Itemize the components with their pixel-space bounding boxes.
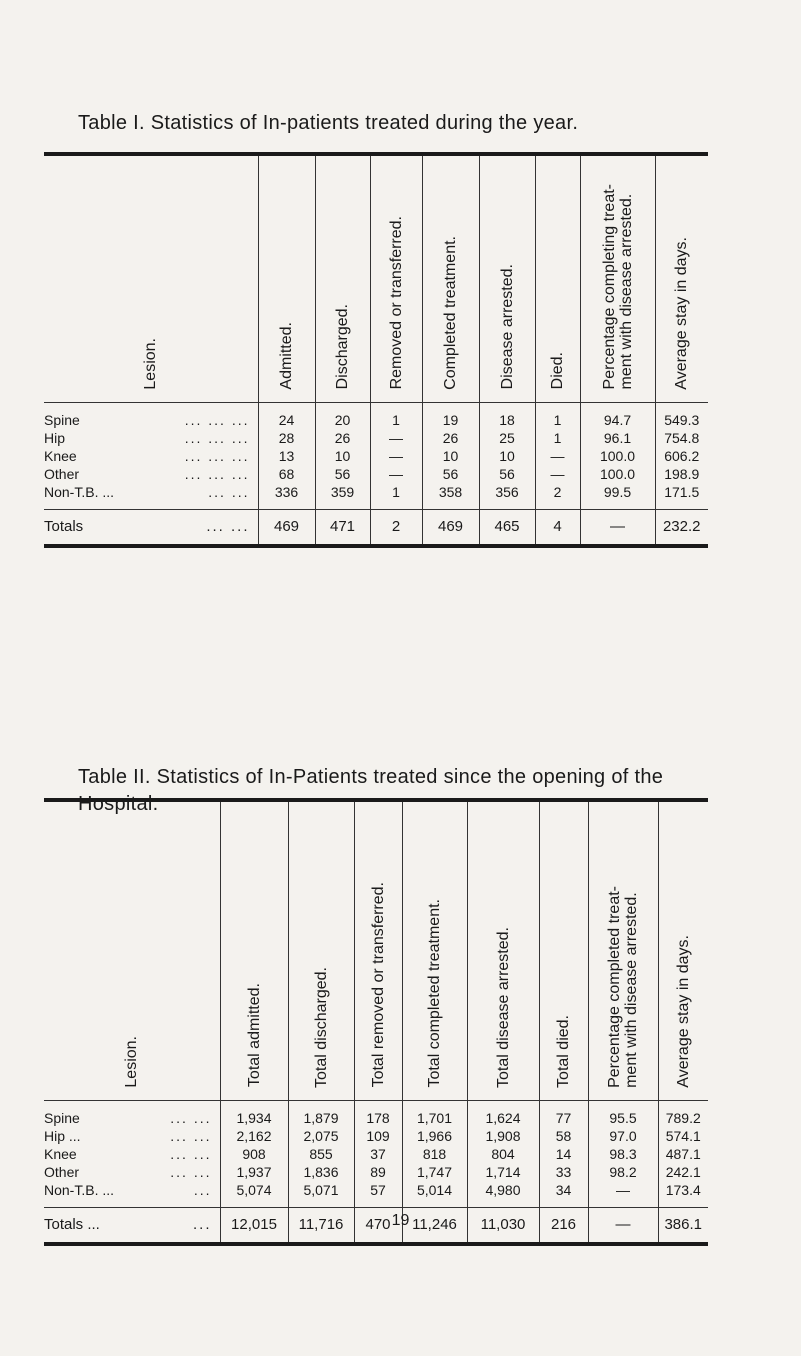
table-cell: 487.1	[658, 1145, 708, 1163]
table-cell: 1	[370, 483, 422, 510]
leader-dots: ... ...	[206, 517, 250, 535]
table-cell: 356	[479, 483, 535, 510]
table-row	[44, 1127, 708, 1145]
table-cell: 1,879	[288, 1100, 354, 1127]
table-cell: 28	[258, 429, 315, 447]
totals-label: Totals	[44, 517, 84, 535]
totals-cell: 12,015	[220, 1207, 288, 1244]
lesion-name: Other	[44, 465, 80, 482]
leader-dots: ... ... ...	[184, 447, 250, 464]
lesion-name: Non-T.B. ...	[44, 483, 115, 500]
table-cell: 10	[315, 447, 370, 465]
table1-column-header	[655, 154, 708, 402]
lesion-name: Non-T.B. ...	[44, 1181, 115, 1198]
table-cell: 19	[422, 402, 479, 429]
page-number: 19	[391, 1212, 410, 1229]
table-cell: 606.2	[655, 447, 708, 465]
table-cell: 1	[535, 402, 580, 429]
totals-cell: 232.2	[655, 509, 708, 546]
table-cell: 56	[315, 465, 370, 483]
table-cell: 57	[354, 1181, 402, 1208]
totals-cell: 471	[315, 509, 370, 546]
lesion-name: Knee	[44, 447, 77, 464]
table-cell: 173.4	[658, 1181, 708, 1208]
lesion-name: Spine	[44, 1109, 80, 1126]
table-cell: 20	[315, 402, 370, 429]
table-cell: —	[588, 1181, 658, 1208]
table-cell: 26	[422, 429, 479, 447]
table-cell: 97.0	[588, 1127, 658, 1145]
table-cell: 25	[479, 429, 535, 447]
table-cell: 1,908	[467, 1127, 539, 1145]
leader-dots: ... ... ...	[184, 429, 250, 446]
table-row	[44, 429, 708, 447]
table-row	[44, 465, 708, 483]
table-cell: 178	[354, 1100, 402, 1127]
table-cell: 26	[315, 429, 370, 447]
lesion-cell	[44, 1181, 220, 1208]
table-2-in-patients-since-opening	[44, 798, 708, 1246]
table-row	[44, 483, 708, 510]
totals-row	[44, 509, 708, 546]
table-2-header-row	[44, 800, 708, 1100]
table1-column-header-label: Died.	[549, 352, 566, 390]
table-cell: 818	[402, 1145, 467, 1163]
table2-column-header	[402, 800, 467, 1100]
table-cell: 1	[370, 402, 422, 429]
lesion-cell	[44, 1127, 220, 1145]
table-cell: 96.1	[580, 429, 655, 447]
table1-column-header-label: Discharged.	[334, 304, 351, 390]
table-1-title: Table I. Statistics of In-patients treated during the year.	[78, 112, 579, 134]
table1-column-header-label: Percentage completing treat- ment with disease arrested.	[600, 184, 635, 390]
table1-column-header-label: Removed or transferred.	[387, 216, 405, 390]
table-cell: 1,934	[220, 1100, 288, 1127]
totals-cell: 11,030	[467, 1207, 539, 1244]
table1-column-header	[258, 154, 315, 402]
table-2-title: Table II. Statistics of In-Patients treated since the opening of the Hospital.	[78, 766, 664, 815]
table2-column-header-label: Total died.	[555, 1014, 572, 1088]
table-cell: 358	[422, 483, 479, 510]
table-cell: 100.0	[580, 447, 655, 465]
totals-cell: 2	[370, 509, 422, 546]
table1-column-header-label: Completed treatment.	[442, 235, 459, 390]
table2-column-header	[539, 800, 588, 1100]
table-cell: 855	[288, 1145, 354, 1163]
table-cell: 56	[422, 465, 479, 483]
table2-column-header-label: Total removed or transferred.	[369, 882, 387, 1088]
lesion-name: Hip ...	[44, 1127, 81, 1144]
table-cell: 4,980	[467, 1181, 539, 1208]
table-cell: 24	[258, 402, 315, 429]
table-cell: 359	[315, 483, 370, 510]
table-cell: 549.3	[655, 402, 708, 429]
table2-column-header	[220, 800, 288, 1100]
table2-column-header-label: Lesion.	[123, 1035, 141, 1088]
table-row	[44, 1181, 708, 1208]
table2-column-header	[467, 800, 539, 1100]
totals-cell: 465	[479, 509, 535, 546]
lesion-cell	[44, 465, 258, 483]
table-cell: 1,714	[467, 1163, 539, 1181]
table-cell: 1,701	[402, 1100, 467, 1127]
table1-column-header	[422, 154, 479, 402]
table-cell: 198.9	[655, 465, 708, 483]
totals-cell: —	[588, 1207, 658, 1244]
table-1-header-row	[44, 154, 708, 402]
table-cell: 94.7	[580, 402, 655, 429]
table-cell: 171.5	[655, 483, 708, 510]
table-cell: 13	[258, 447, 315, 465]
totals-cell: —	[580, 509, 655, 546]
table-cell: 58	[539, 1127, 588, 1145]
table-1-in-patients-year	[44, 152, 708, 548]
leader-dots: ... ...	[170, 1109, 212, 1126]
table-cell: 10	[422, 447, 479, 465]
table-cell: 1,836	[288, 1163, 354, 1181]
leader-dots: ... ...	[170, 1145, 212, 1162]
totals-cell: 11,716	[288, 1207, 354, 1244]
table-cell: 908	[220, 1145, 288, 1163]
table-cell: 10	[479, 447, 535, 465]
table-cell: 98.3	[588, 1145, 658, 1163]
lesion-name: Spine	[44, 411, 80, 428]
table2-column-header	[288, 800, 354, 1100]
table-cell: 336	[258, 483, 315, 510]
table2-column-header-label: Total discharged.	[312, 966, 330, 1088]
table-cell: 5,071	[288, 1181, 354, 1208]
table-cell: 14	[539, 1145, 588, 1163]
table-cell: —	[370, 465, 422, 483]
table-row	[44, 1100, 708, 1127]
table-cell: 1,624	[467, 1100, 539, 1127]
table-cell: 5,014	[402, 1181, 467, 1208]
table-cell: 37	[354, 1145, 402, 1163]
table-cell: 89	[354, 1163, 402, 1181]
table-cell: 68	[258, 465, 315, 483]
table2-column-header	[44, 800, 220, 1100]
lesion-cell	[44, 447, 258, 465]
lesion-cell	[44, 402, 258, 429]
table2-column-header	[658, 800, 708, 1100]
totals-label: Totals ...	[44, 1215, 100, 1233]
table2-column-header-label: Total admitted.	[245, 983, 263, 1088]
table-cell: 56	[479, 465, 535, 483]
leader-dots: ... ... ...	[184, 411, 250, 428]
table-cell: —	[535, 465, 580, 483]
table-cell: 1,747	[402, 1163, 467, 1181]
table-row	[44, 447, 708, 465]
table1-column-header-label: Average stay in days.	[673, 236, 691, 390]
table-row	[44, 1163, 708, 1181]
lesion-cell	[44, 1100, 220, 1127]
table-cell: 2	[535, 483, 580, 510]
leader-dots: ... ...	[170, 1163, 212, 1180]
lesion-cell	[44, 1145, 220, 1163]
table-cell: 109	[354, 1127, 402, 1145]
table-cell: 1,937	[220, 1163, 288, 1181]
table1-column-header-label: Lesion.	[142, 337, 160, 390]
lesion-name: Hip	[44, 429, 66, 446]
table1-column-header	[580, 154, 655, 402]
table1-column-header	[535, 154, 580, 402]
table-cell: 98.2	[588, 1163, 658, 1181]
totals-cell: 469	[422, 509, 479, 546]
lesion-cell	[44, 429, 258, 447]
table-cell: 2,162	[220, 1127, 288, 1145]
leader-dots: ...	[192, 1215, 212, 1233]
totals-cell: 11,246	[402, 1207, 467, 1244]
leader-dots: ... ... ...	[184, 465, 250, 482]
totals-cell: 4	[535, 509, 580, 546]
table-cell: 33	[539, 1163, 588, 1181]
table-cell: 100.0	[580, 465, 655, 483]
table-cell: 34	[539, 1181, 588, 1208]
table-cell: 99.5	[580, 483, 655, 510]
table-row	[44, 1145, 708, 1163]
table1-column-header	[315, 154, 370, 402]
table-row	[44, 402, 708, 429]
lesion-name: Other	[44, 1163, 80, 1180]
lesion-cell	[44, 483, 258, 510]
table-cell: —	[370, 429, 422, 447]
table-cell: —	[535, 447, 580, 465]
table-cell: 77	[539, 1100, 588, 1127]
table1-column-header-label: Disease arrested.	[498, 264, 516, 390]
table1-column-header	[44, 154, 258, 402]
table-cell: 754.8	[655, 429, 708, 447]
table1-column-header	[479, 154, 535, 402]
table2-column-header-label: Average stay in days.	[674, 934, 692, 1088]
table2-column-header-label: Percentage completed treat- ment with disease arrested.	[606, 885, 640, 1088]
table-cell: 1,966	[402, 1127, 467, 1145]
table-cell: 574.1	[658, 1127, 708, 1145]
table2-column-header-label: Total completed treatment.	[426, 898, 443, 1088]
totals-cell: 469	[258, 509, 315, 546]
table-cell: 789.2	[658, 1100, 708, 1127]
totals-cell: 386.1	[658, 1207, 708, 1244]
leader-dots: ...	[193, 1181, 212, 1198]
table-cell: 18	[479, 402, 535, 429]
table-cell: —	[370, 447, 422, 465]
table2-column-header	[588, 800, 658, 1100]
totals-label-cell	[44, 509, 258, 546]
lesion-name: Knee	[44, 1145, 77, 1162]
table-cell: 95.5	[588, 1100, 658, 1127]
totals-cell: 216	[539, 1207, 588, 1244]
leader-dots: ... ...	[208, 483, 250, 500]
table-cell: 2,075	[288, 1127, 354, 1145]
lesion-cell	[44, 1163, 220, 1181]
table2-column-header-label: Total disease arrested.	[494, 926, 512, 1088]
table-1-body	[44, 402, 708, 546]
table-cell: 5,074	[220, 1181, 288, 1208]
leader-dots: ... ...	[170, 1127, 212, 1144]
table-cell: 242.1	[658, 1163, 708, 1181]
totals-cell: 470	[354, 1207, 402, 1244]
table2-column-header	[354, 800, 402, 1100]
table1-column-header	[370, 154, 422, 402]
table1-column-header-label: Admitted.	[278, 321, 295, 390]
table-cell: 804	[467, 1145, 539, 1163]
table-cell: 1	[535, 429, 580, 447]
